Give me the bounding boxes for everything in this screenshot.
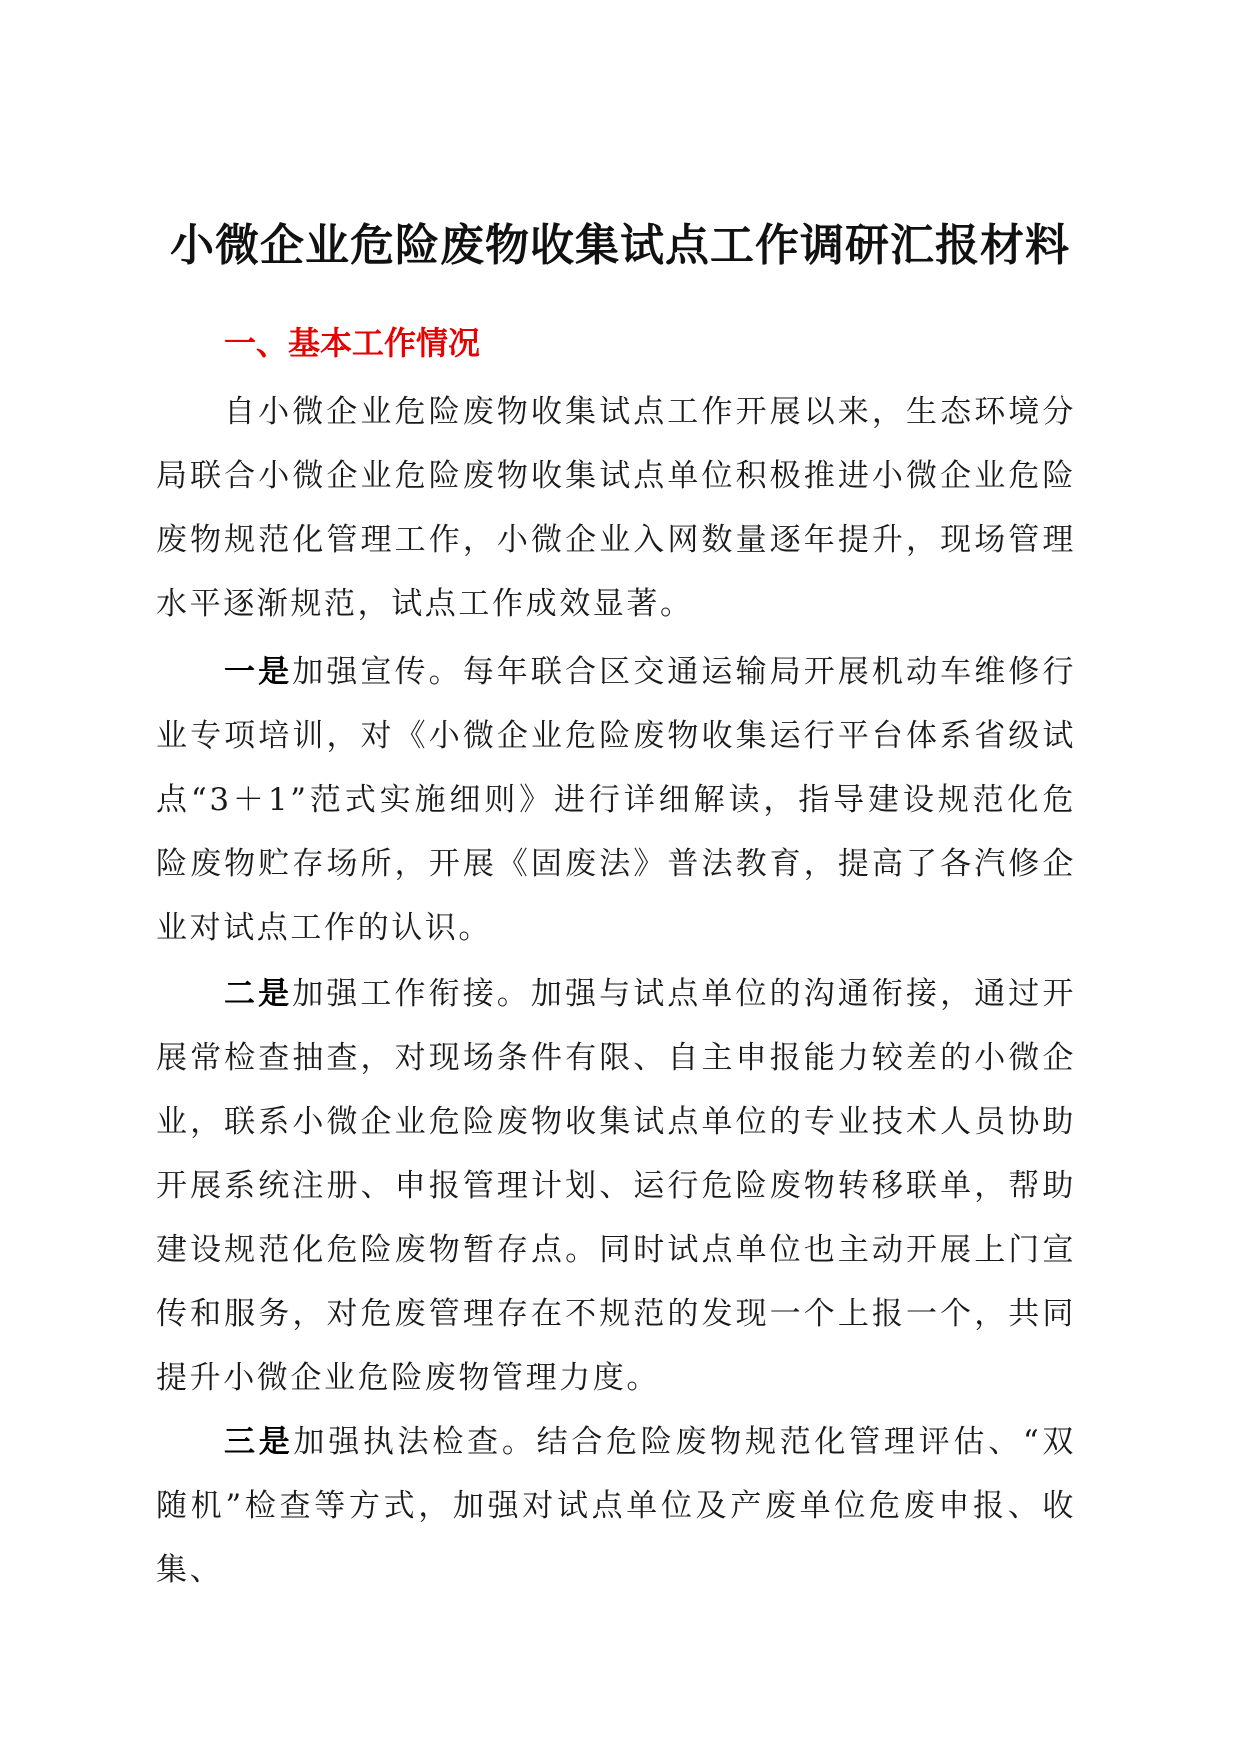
paragraph-two	[156, 962, 1076, 1410]
paragraph-one-lead: 一是	[224, 654, 293, 690]
paragraph-one-text: 加强宣传。每年联合区交通运输局开展机动车维修行业专项培训，对《小微企业危险废物收集运行平台体系省级试点“3＋1”范式实施细则》进行详细解读，指导建设规范化危险废物贮存场所，开展《固废法》普法教育，提高了各汽修企业对试点工作的认识。	[156, 654, 1076, 946]
section-heading-basic-work: 一、基本工作情况	[224, 324, 481, 362]
paragraph-two-text: 加强工作衔接。加强与试点单位的沟通衔接，通过开展常检查抽查，对现场条件有限、自主申报能力较差的小微企业，联系小微企业危险废物收集试点单位的专业技术人员协助开展系统注册、申报管理计划、运行危险废物转移联单，帮助建设规范化危险废物暂存点。同时试点单位也主动开展上门宣传和服务，对危废管理存在不规范的发现一个上报一个，共同提升小微企业危险废物管理力度。	[156, 976, 1076, 1396]
paragraph-one	[156, 640, 1076, 960]
paragraph-two-lead: 二是	[224, 976, 293, 1012]
paragraph-three-lead: 三是	[224, 1424, 294, 1460]
paragraph-three	[156, 1410, 1076, 1602]
document-title: 小微企业危险废物收集试点工作调研汇报材料	[170, 220, 1070, 271]
paragraph-intro: 自小微企业危险废物收集试点工作开展以来，生态环境分局联合小微企业危险废物收集试点单位积极推进小微企业危险废物规范化管理工作，小微企业入网数量逐年提升，现场管理水平逐渐规范，试点工作成效显著。	[156, 394, 1076, 622]
paragraph-three-text: 加强执法检查。结合危险废物规范化管理评估、“双随机”检查等方式，加强对试点单位及产废单位危废申报、收集、	[156, 1424, 1076, 1588]
